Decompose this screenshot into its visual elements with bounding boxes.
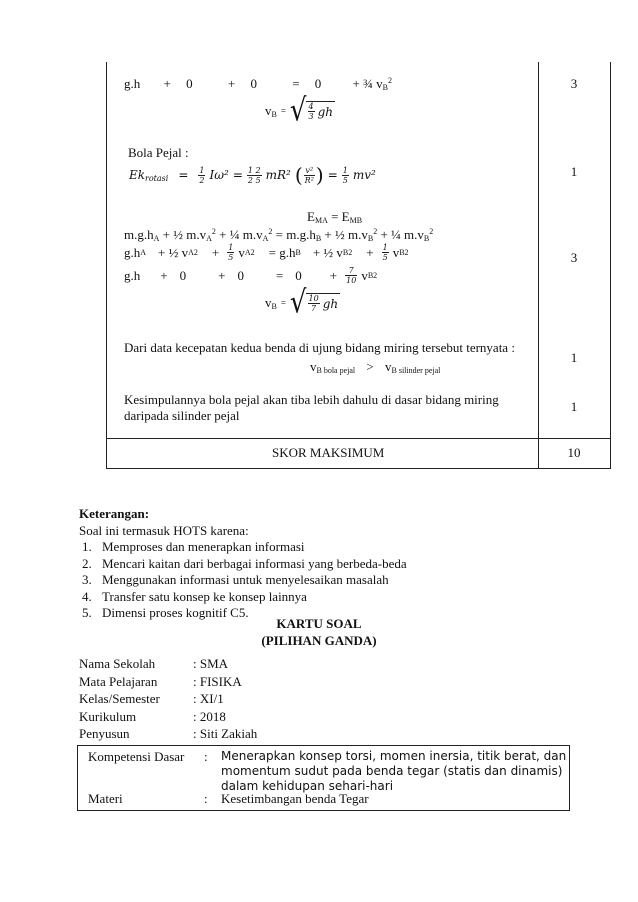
list-number: 5. — [82, 605, 92, 621]
eq-term: 0 — [250, 76, 257, 91]
energy-line-2: g.h A + ½ v A 2 + $\frac{1}{5}$ v A 2 = g.h B + ½ v B 2 + $\frac{1}{5}$ v B 2 — [124, 243, 409, 262]
frac-den: 10 — [346, 276, 357, 285]
vb-result-1 — [265, 93, 335, 129]
eq-term: + — [218, 267, 226, 283]
frac-num: 1 — [228, 243, 234, 252]
list-text: Memproses dan menerapkan informasi — [102, 539, 305, 554]
score-compare: 1 — [570, 350, 578, 365]
field-value: : SMA — [193, 656, 229, 671]
frac-den: 5 — [382, 253, 388, 262]
frac-den: 5 — [228, 253, 234, 262]
eq-term: + — [211, 244, 220, 260]
kd-colon: : — [204, 749, 208, 764]
frac-num: 1 — [199, 165, 205, 175]
field-value: : Siti Zakiah — [193, 726, 258, 741]
score-conclusion: 1 — [570, 399, 578, 414]
energy-conservation — [307, 209, 362, 225]
field-row — [79, 708, 257, 726]
equals-sign: = — [280, 298, 286, 308]
field-label: Mata Pelajaran — [79, 673, 158, 689]
eq-term: = — [292, 76, 300, 91]
field-value: : 2018 — [193, 708, 226, 724]
compare-text: Dari data kecepatan kedua benda di ujung bidang miring tersebut ternyata : — [124, 340, 515, 355]
subscript: MA — [314, 216, 328, 225]
notes-heading: Keterangan: — [79, 506, 150, 521]
subscript: B — [382, 83, 388, 92]
score-bola: 1 — [570, 164, 578, 179]
kd-label: Kompetensi Dasar — [88, 749, 185, 764]
ek-rotasi-formula: $Ek_{rotasi}$ = $\frac{1}{2}$ Iω² = $\frac{1 2}{2 5}$ mR² ( $\frac{\text{v²}}{\text{R²}}$ ) = $\frac{1}{5}$ mv² — [129, 163, 376, 187]
field-row — [79, 655, 257, 673]
list-text: Transfer satu konsep ke konsep lainnya — [102, 588, 307, 604]
max-score-label: SKOR MAKSIMUM — [272, 445, 385, 460]
list-text: Mencari kaitan dari berbagai informasi yang berbeda-beda — [102, 555, 407, 571]
frac-den: R² — [304, 175, 314, 185]
eq-term: 0 — [314, 76, 322, 91]
sqrt-expression: √ $\frac{10}{7}$ gh — [289, 285, 339, 321]
equals-sign: = — [327, 168, 338, 182]
list-text: Dimensi proses kognitif C5. — [102, 605, 249, 621]
frac-den: 2 — [199, 175, 205, 185]
math-term: mR² — [265, 168, 291, 182]
eq-term: + — [366, 244, 374, 260]
subscript: B silinder pejal — [391, 366, 441, 375]
equals-sign: = — [232, 168, 243, 182]
eq-term: v — [392, 244, 400, 260]
frac-num: 10 — [308, 294, 319, 303]
greater-than: > — [366, 359, 374, 374]
subscript: MB — [349, 216, 363, 225]
conclusion-line-1: Kesimpulannya bola pejal akan tiba lebih dahulu di dasar bidang miring — [124, 392, 499, 407]
vb-symbol: v — [265, 295, 272, 310]
list-item — [82, 556, 407, 573]
eq-term: = — [275, 267, 284, 283]
frac-num: 1 2 — [247, 165, 261, 175]
subscript: B — [271, 110, 277, 119]
frac-num: 7 — [345, 266, 357, 276]
frac-num: v² — [305, 165, 314, 175]
vb-symbol: v — [265, 103, 272, 118]
eq-term: 0 — [295, 267, 302, 283]
eq-term: 0 — [186, 76, 193, 91]
field-row — [79, 690, 257, 708]
notes-intro: Soal ini termasuk HOTS karena: — [79, 523, 249, 538]
equals-e: = E — [327, 209, 350, 224]
equals-sign: = — [178, 168, 189, 182]
math-term: mv² — [352, 168, 376, 182]
subscript: B — [315, 234, 322, 243]
eq-term: 0 — [237, 267, 244, 283]
frac-num: 1 — [382, 243, 388, 252]
subscript: B — [367, 234, 374, 243]
energy-line-3: g.h + 0 + 0 = 0 + $\frac{7}{10}$ v B 2 — [124, 266, 378, 285]
vb-symbol: v — [310, 359, 317, 374]
eq-term: + ½ v — [312, 244, 343, 260]
field-row — [79, 673, 257, 691]
subscript: A — [206, 234, 212, 243]
vb-result-2 — [265, 285, 340, 321]
card-title: KARTU SOAL — [276, 616, 362, 631]
eq-term: + — [227, 76, 236, 91]
energy-symbol: E — [307, 209, 315, 224]
materi-value: Kesetimbangan benda Tegar — [221, 791, 369, 806]
score-energy: 3 — [570, 250, 578, 265]
compare-result — [310, 359, 440, 375]
eq-term: g.h — [124, 244, 141, 260]
table-row-separator — [106, 438, 611, 439]
list-number: 2. — [82, 555, 92, 571]
field-label: Nama Sekolah — [79, 656, 156, 671]
score-row-1: 3 — [570, 76, 578, 91]
subscript: B — [271, 302, 277, 311]
eq-term: + — [160, 267, 168, 283]
eq-term: g.h — [124, 76, 141, 91]
bola-pejal-title: Bola Pejal : — [128, 145, 189, 160]
eq-term: = m.g.h — [272, 227, 316, 242]
table-bottom-border — [106, 468, 611, 469]
frac-den: 2 5 — [247, 175, 261, 185]
materi-colon: : — [204, 791, 208, 806]
subscript: rotasi — [145, 173, 169, 183]
field-row — [79, 725, 257, 743]
field-label: Kurikulum — [79, 708, 137, 724]
eq-term: + ¼ m.v — [377, 227, 424, 242]
eq-term: + ½ v — [158, 244, 189, 260]
frac-den: 7 — [311, 304, 317, 313]
frac-num: 4 — [308, 102, 314, 111]
kd-line: Menerapkan konsep torsi, momen inersia, titik berat, dan — [221, 749, 567, 763]
subscript: B bola pejal — [316, 366, 356, 375]
math-term: gh — [317, 104, 334, 119]
superscript: 2 — [387, 76, 392, 85]
equals-sign: = — [280, 106, 286, 116]
eq-term: + ¼ m.v — [215, 227, 263, 242]
list-item — [82, 539, 407, 556]
field-label: Penyusun — [79, 726, 130, 741]
eq-term: v — [238, 244, 245, 260]
vb-symbol: v — [385, 359, 392, 374]
eq-term: + ¾ v — [352, 76, 383, 91]
list-item — [82, 589, 407, 606]
equation-line-1 — [124, 76, 392, 92]
subscript: B — [423, 234, 430, 243]
card-fields — [79, 655, 257, 743]
kd-value — [221, 749, 566, 794]
max-score-value: 10 — [567, 445, 581, 460]
frac-num: 1 — [342, 165, 348, 175]
table-left-border — [106, 62, 107, 469]
list-item — [82, 572, 407, 589]
list-number: 3. — [82, 572, 92, 588]
list-text: Menggunakan informasi untuk menyelesaikan masalah — [102, 572, 389, 588]
field-value: : FISIKA — [193, 673, 242, 689]
kd-line: dalam kehidupan sehari-hari — [221, 779, 394, 793]
eq-term: 0 — [179, 267, 187, 283]
subscript: A — [262, 234, 269, 243]
eq-term: + ½ m.v — [321, 227, 368, 242]
eq-term: + ½ m.v — [159, 227, 207, 242]
eq-term: m.g.h — [124, 227, 154, 242]
ek-symbol: Ek — [129, 167, 146, 182]
field-label: Kelas/Semester — [79, 691, 160, 706]
materi-label: Materi — [88, 791, 123, 806]
list-number: 4. — [82, 588, 92, 604]
math-term: Iω² — [209, 168, 229, 182]
card-subtitle: (PILIHAN GANDA) — [261, 633, 377, 648]
kd-line: momentum sudut pada benda tegar (statis dan dinamis) — [221, 764, 563, 778]
frac-den: 5 — [342, 175, 348, 185]
field-value: : XI/1 — [193, 691, 224, 706]
eq-term: g.h — [124, 267, 141, 283]
sqrt-expression: √ $\frac{4}{3}$ gh — [289, 93, 334, 129]
subscript: A — [153, 234, 160, 243]
eq-term: + — [329, 267, 338, 283]
table-right-border — [610, 62, 611, 469]
conclusion-line-2: daripada silinder pejal — [124, 408, 240, 423]
notes-list — [82, 539, 407, 622]
math-term: gh — [322, 296, 339, 311]
eq-term: + — [163, 76, 171, 91]
eq-term: = g.h — [268, 244, 296, 260]
frac-den: 3 — [308, 112, 314, 121]
energy-line-1: $m.g.h_A$ + ½ $m.v_A^2$ + ¼ $m.v_A^2 = m.g.h_B$ + ½ $m.v_B^2$ + ¼ $m.v_B^2$ — [124, 227, 434, 243]
list-number: 1. — [82, 539, 92, 554]
